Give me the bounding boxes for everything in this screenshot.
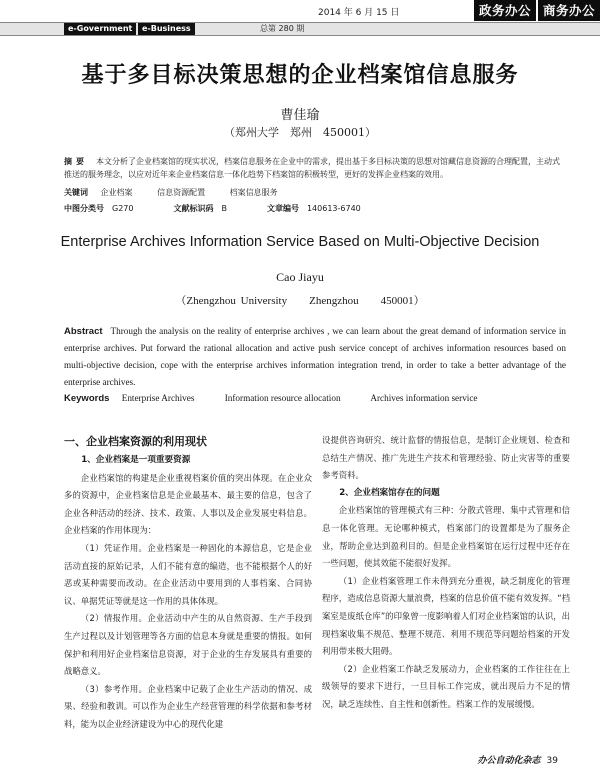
paragraph: （3）参考作用。企业档案中记载了企业生产活动的情况、成果、经验和教训。可以作为企业生产经营管理的科学依据和参考材料，能为以企业经济建设为中心的现代化建 bbox=[64, 683, 312, 729]
classification-info bbox=[64, 203, 401, 214]
section-badges bbox=[472, 0, 600, 21]
paragraph: （2）情报作用。企业活动中产生的从自然资源、生产手段到生产过程以及计划管理等各方面的信息本身就是重要的情报。如何保护和利用好企业档案信息资源，对于企业的生存发展具有重要的战略意义。 bbox=[64, 613, 312, 677]
body-column-right bbox=[322, 432, 570, 714]
body-column-left bbox=[64, 432, 312, 734]
english-keyword: Archives information service bbox=[370, 393, 478, 403]
subsection-heading: 1、企业档案是一项重要资源 bbox=[81, 455, 191, 465]
english-keyword: Information resource allocation bbox=[224, 393, 341, 403]
header-bar bbox=[0, 22, 600, 36]
page-footer bbox=[478, 753, 558, 766]
chinese-keywords-label: 关键词 bbox=[64, 188, 88, 197]
chinese-abstract bbox=[64, 155, 566, 181]
article-number-label: 文章编号 bbox=[266, 204, 299, 213]
english-author: Cao Jiayu bbox=[276, 270, 324, 284]
chinese-affiliation: （郑州大学 郑州 450001） bbox=[224, 126, 376, 139]
english-affiliation: （Zhengzhou University Zhengzhou 450001） bbox=[175, 295, 425, 307]
section-heading: 一、企业档案资源的利用现状 bbox=[64, 435, 207, 448]
chinese-keyword: 信息资源配置 bbox=[157, 188, 206, 197]
chinese-keywords bbox=[64, 187, 300, 198]
paragraph: （2）企业档案工作缺乏发展动力，企业档案的工作往往在上级领导的要求下进行，一旦目标工作完成，就出现后力不足的情况，缺乏连续性、自主性和创新性。档案工作的发展缓慢。 bbox=[322, 663, 570, 709]
subsection-heading: 2、企业档案馆存在的问题 bbox=[339, 487, 440, 498]
class-number-label: 中图分类号 bbox=[64, 204, 104, 213]
journal-name: 办公自动化杂志 bbox=[477, 756, 541, 766]
class-number-value: G270 bbox=[112, 204, 134, 213]
english-keyword: Enterprise Archives bbox=[121, 393, 195, 403]
chinese-abstract-text: 本文分析了企业档案馆的现实状况，档案信息服务在企业中的需求，提出基于多目标决策的思想对馆藏信息资源的合理配置，主动式推送的服务理念，以应对近年来企业档案信息一体化趋势下档案馆的积极转型，更好的发挥企业档案的效用。 bbox=[64, 157, 560, 179]
english-abstract-text: Through the analysis on the reality of enterprise archives , we can learn about the great demand of information service in enterprise archives. Put forward the rational allocation and active push service concept of archives information resources based on multi-objective decision, cope with the enterprise archives information integration trend, in order to take a better advantage of the enterprise archives. bbox=[64, 326, 566, 387]
article-number-value: 140613-6740 bbox=[306, 204, 361, 213]
chinese-abstract-label: 摘要 bbox=[64, 157, 88, 166]
tag-e-government: e-Government bbox=[64, 23, 136, 35]
badge-government-office: 政务办公 bbox=[474, 0, 536, 21]
english-keywords-label: Keywords bbox=[64, 393, 110, 404]
issue-date: 2014 年 6 月 15 日 bbox=[318, 8, 400, 18]
page-header bbox=[0, 0, 600, 22]
issue-number: 总第 280 期 bbox=[260, 24, 305, 33]
english-keywords bbox=[64, 393, 506, 404]
english-abstract-label: Abstract bbox=[64, 326, 103, 337]
chinese-keyword: 企业档案 bbox=[100, 188, 133, 197]
badge-business-office: 商务办公 bbox=[538, 0, 600, 21]
paragraph: 企业档案馆的管理模式有三种：分散式管理、集中式管理和信息一体化管理。无论哪种模式，档案部门的设置都是为了服务企业，帮助企业达到盈利目的。但是企业档案馆在运行过程中还存在一些问题，使其效能不能很好发挥。 bbox=[322, 505, 570, 569]
page-number: 39 bbox=[546, 756, 558, 766]
doc-code-label: 文献标识码 bbox=[173, 204, 214, 213]
paragraph: 企业档案馆的构建是企业重视档案价值的突出体现。在企业众多的资源中，企业档案信息是企业最基本、最主要的信息，包含了企业各种活动的经济、技术、政策、人事以及企业发展史料信息。企业档案的作用体现为： bbox=[64, 472, 312, 536]
chinese-title: 基于多目标决策思想的企业档案馆信息服务 bbox=[81, 63, 519, 88]
paragraph: （1）凭证作用。企业档案是一种固化的本源信息，它是企业活动直接的原始记录，人们不能有意的编造，也不能根据个人的好恶或某种需要而改动。在企业活动中要用到的人事档案、合同协议、单据凭证等就是这一作用的具体体现。 bbox=[64, 542, 312, 606]
english-abstract bbox=[64, 323, 566, 391]
paragraph: 设提供咨询研究、统计监督的情报信息，是制订企业规划、检查和总结生产情况、推广先进生产技术和管理经验、防止灾害等的重要参考资料。 bbox=[322, 435, 570, 481]
chinese-keyword: 档案信息服务 bbox=[229, 188, 278, 197]
chinese-author: 曹佳瑜 bbox=[280, 108, 320, 123]
english-title: Enterprise Archives Information Service Based on Multi-Objective Decision bbox=[60, 234, 540, 250]
doc-code-value: B bbox=[221, 204, 227, 213]
tag-e-business: e-Business bbox=[138, 23, 195, 35]
paragraph: （1）企业档案管理工作未得到充分重视，缺乏制度化的管理程序，造成信息资源大量浪费，档案的信息价值不能有效发挥。“档案室是废纸仓库”的印象曾一度影响着人们对企业档案馆的认识，出现档案收集不规范、整理不规范、利用不规范等问题给档案的开发利用带来极大阻碍。 bbox=[322, 575, 570, 657]
